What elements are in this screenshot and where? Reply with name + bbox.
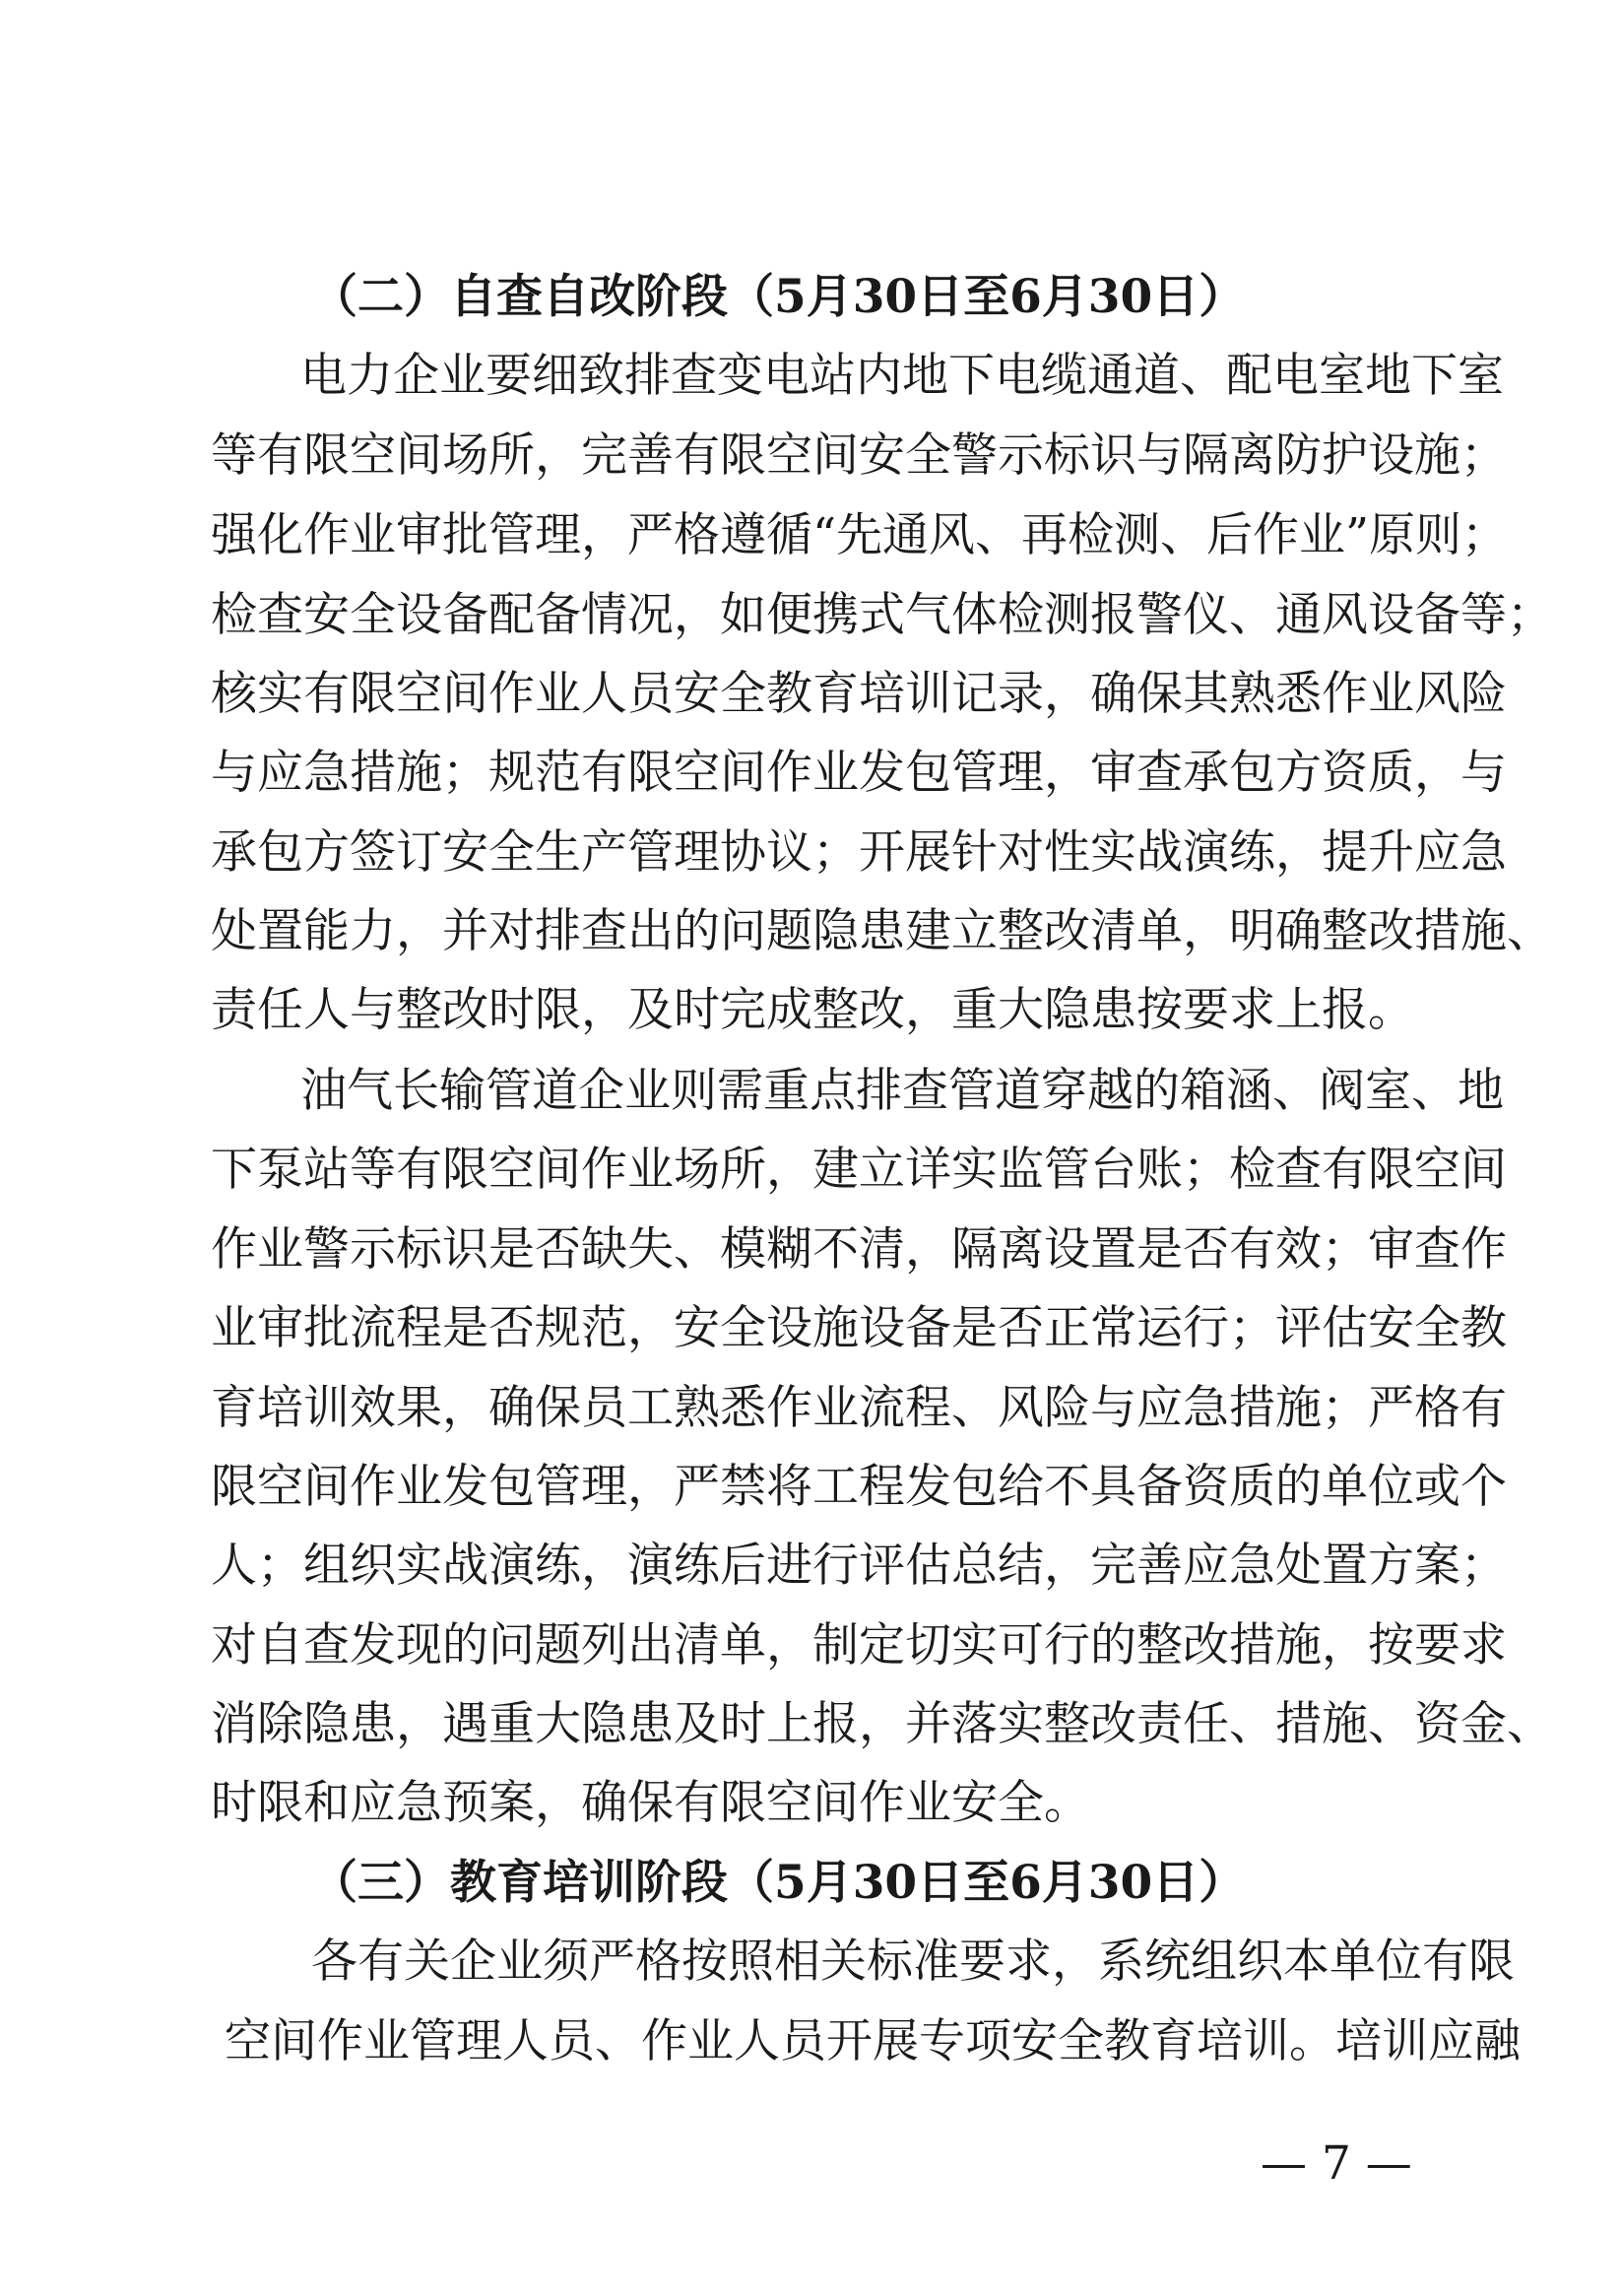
section-2-heading: （二）自查自改阶段（5月30日至6月30日） — [311, 270, 1246, 324]
paragraph-line: 时限和应急预案，确保有限空间作业安全。 — [211, 1776, 1090, 1830]
paragraph-line: 人；组织实战演练，演练后进行评估总结，完善应急处置方案； — [211, 1539, 1507, 1593]
paragraph-line: 育培训效果，确保员工熟悉作业流程、风险与应急措施；严格有 — [211, 1381, 1507, 1435]
paragraph-line: 核实有限空间作业人员安全教育培训记录，确保其熟悉作业风险 — [211, 667, 1507, 721]
paragraph-line: 强化作业审批管理，严格遵循“先通风、再检测、后作业”原则； — [211, 508, 1509, 562]
paragraph-line: 业审批流程是否规范，安全设施设备是否正常运行；评估安全教 — [211, 1301, 1507, 1355]
paragraph-line: 承包方签订安全生产管理协议；开展针对性实战演练，提升应急 — [211, 825, 1507, 880]
paragraph-line: 对自查发现的问题列出清单，制定切实可行的整改措施，按要求 — [211, 1618, 1507, 1673]
paragraph-line: 各有关企业须严格按照相关标准要求，系统组织本单位有限 — [311, 1935, 1515, 1989]
paragraph-line: 空间作业管理人员、作业人员开展专项安全教育培训。培训应融 — [225, 2014, 1521, 2068]
section-3-heading: （三）教育培训阶段（5月30日至6月30日） — [311, 1856, 1246, 1910]
paragraph-line: 作业警示标识是否缺失、模糊不清，隔离设置是否有效；审查作 — [211, 1222, 1507, 1277]
paragraph-line: 限空间作业发包管理，严禁将工程发包给不具备资质的单位或个 — [211, 1460, 1507, 1514]
paragraph-line: 电力企业要细致排查变电站内地下电缆通道、配电室地下室 — [300, 349, 1504, 403]
paragraph-line: 检查安全设备配备情况，如便携式气体检测报警仪、通风设备等； — [211, 588, 1553, 642]
paragraph-line: 与应急措施；规范有限空间作业发包管理，审查承包方资质，与 — [211, 746, 1507, 800]
paragraph-line: 处置能力，并对排查出的问题隐患建立整改清单，明确整改措施、 — [211, 904, 1553, 958]
paragraph-line: 责任人与整改时限，及时完成整改，重大隐患按要求上报。 — [211, 983, 1414, 1037]
page-number: — 7 — — [1261, 2136, 1412, 2191]
paragraph-line: 油气长输管道企业则需重点排查管道穿越的箱涵、阀室、地 — [300, 1064, 1504, 1118]
paragraph-line: 等有限空间场所，完善有限空间安全警示标识与隔离防护设施； — [211, 428, 1507, 483]
paragraph-line: 消除隐患，遇重大隐患及时上报，并落实整改责任、措施、资金、 — [211, 1697, 1553, 1751]
paragraph-line: 下泵站等有限空间作业场所，建立详实监管台账；检查有限空间 — [211, 1143, 1507, 1197]
